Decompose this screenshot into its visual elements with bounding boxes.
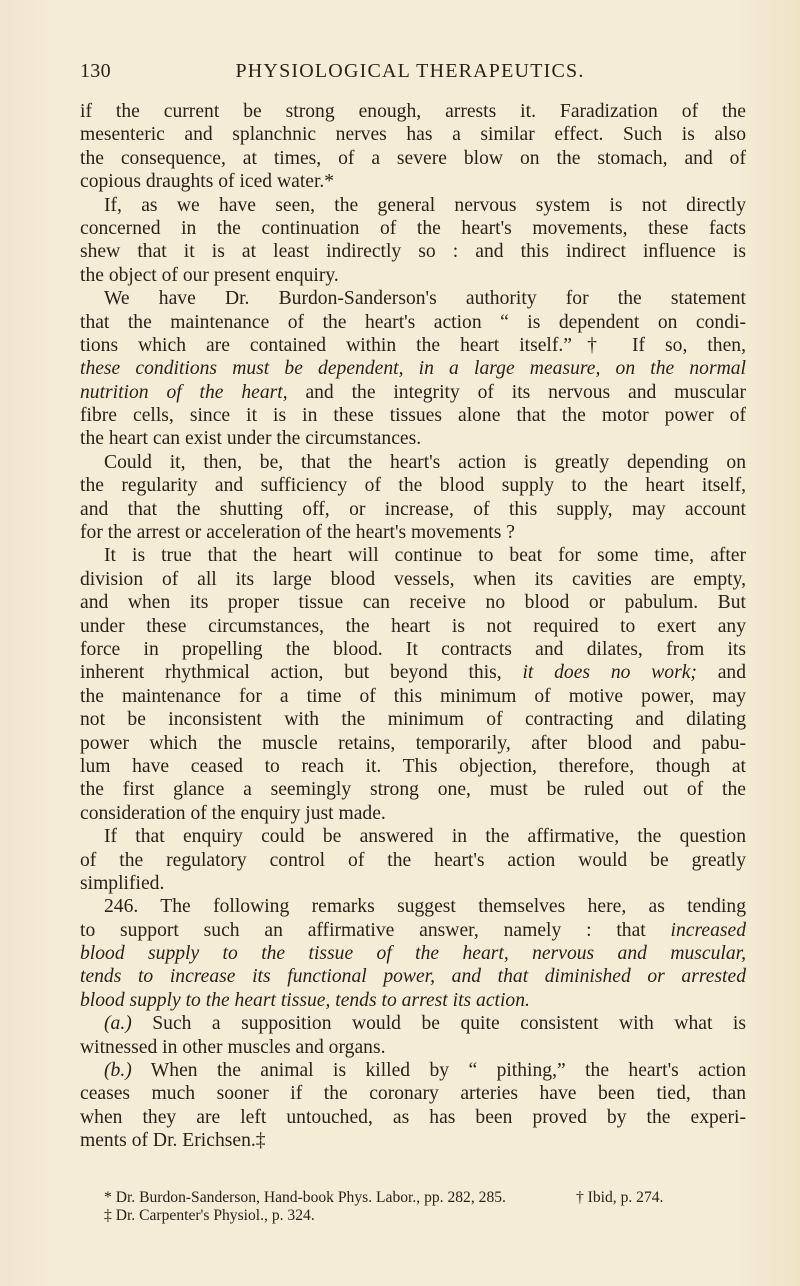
text-line: under these circumstances, the heart is not required to exert any <box>80 615 746 637</box>
text-line: shew that it is at least indirectly so : and this indirect influence is <box>80 241 746 263</box>
text-line: the heart can exist under the circumstances. <box>80 428 422 450</box>
paragraph-start-line: Could it, then, be, that the heart's action is greatly depending on <box>104 451 746 473</box>
text-line: mesenteric and splanchnic nerves has a similar effect. Such is also <box>80 124 746 146</box>
text-line: simplified. <box>80 872 165 894</box>
footnote-star: * Dr. Burdon-Sanderson, Hand-book Phys. Labor., pp. 282, 285. <box>104 1189 506 1206</box>
running-title: PHYSIOLOGICAL THERAPEUTICS. <box>235 60 585 82</box>
italic-phrase: increased <box>670 919 746 941</box>
italic-phrase: blood supply to the heart tissue, tends to arrest its action. <box>80 989 530 1011</box>
text-line: the regularity and sufficiency of the blood supply to the heart itself, <box>80 475 746 497</box>
text-line <box>80 919 746 942</box>
footnote-dagger: † Ibid, p. 274. <box>575 1189 664 1206</box>
italic-phrase: these conditions must be dependent, in a large measure, on the normal <box>80 358 746 380</box>
text-line: when they are left untouched, as has been proved by the experi- <box>80 1106 746 1128</box>
text-line: tions which are contained within the heart itself.”† If so, then, <box>80 334 746 356</box>
text-run: inherent rhythmical action, but beyond this, <box>80 662 523 684</box>
text-line: power which the muscle retains, temporarily, after blood and pabu- <box>80 732 746 754</box>
text-line: lum have ceased to reach it. This objection, therefore, though at <box>80 755 746 777</box>
text-line: and when its proper tissue can receive no blood or pabulum. But <box>80 592 746 614</box>
text-run: , and the integrity of its nervous and muscular <box>282 381 746 403</box>
paragraph-start-line <box>80 1059 746 1082</box>
footnotes <box>80 1189 746 1225</box>
text-line: the consequence, at times, of a severe blow on the stomach, and of <box>80 147 746 169</box>
text-run: to support such an affirmative answer, namely : that <box>80 919 671 941</box>
text-run: Such a supposition would be quite consistent with what is <box>131 1013 746 1035</box>
text-line: not be inconsistent with the minimum of contracting and dilating <box>80 709 746 731</box>
italic-marker: (a.) <box>104 1013 132 1035</box>
italic-marker: (b.) <box>104 1060 132 1082</box>
footnote-double-dagger: ‡ Dr. Carpenter's Physiol., p. 324. <box>104 1207 315 1224</box>
text-line: if the current be strong enough, arrests it. Faradization of the <box>80 101 746 122</box>
text-line: the object of our present enquiry. <box>80 264 339 286</box>
text-line: copious draughts of iced water.* <box>80 171 335 193</box>
footnote-line <box>80 1189 746 1207</box>
page-header <box>80 56 740 90</box>
text-line: division of all its large blood vessels, when its cavities are empty, <box>80 568 746 590</box>
text-line <box>80 989 746 1012</box>
italic-phrase: tends to increase its functional power, and that diminished or arrested <box>80 966 746 988</box>
text-line <box>80 942 746 965</box>
text-line: ceases much sooner if the coronary arteries have been tied, than <box>80 1083 746 1105</box>
italic-phrase: nutrition of the heart <box>80 381 283 403</box>
text-line <box>80 661 746 684</box>
paragraph-start-line: We have Dr. Burdon-Sanderson's authority for the statement <box>104 288 746 310</box>
italic-phrase: it does no work; <box>522 662 697 684</box>
text-line: concerned in the continuation of the heart's movements, these facts <box>80 217 746 239</box>
paragraph-start-line: It is true that the heart will continue to beat for some time, after <box>104 545 746 567</box>
text-line: consideration of the enquiry just made. <box>80 802 386 824</box>
text-line: witnessed in other muscles and organs. <box>80 1036 386 1058</box>
italic-phrase: blood supply to the tissue of the heart, nervous and muscular, <box>80 943 746 965</box>
text-line <box>80 357 746 380</box>
text-run: When the animal is killed by “ pithing,” the heart's action <box>131 1060 746 1082</box>
text-line: and that the shutting off, or increase, of this supply, may account <box>80 498 746 520</box>
text-line: force in propelling the blood. It contracts and dilates, from its <box>80 638 746 660</box>
section-246-line <box>80 895 746 918</box>
text-line: ments of Dr. Erichsen.‡ <box>80 1130 266 1152</box>
page-number: 130 <box>80 60 111 82</box>
text-line <box>80 965 746 988</box>
text-line <box>80 381 746 404</box>
text-line: the maintenance for a time of this minimum of motive power, may <box>80 685 746 707</box>
text-line: that the maintenance of the heart's action “ is dependent on condi- <box>80 311 746 333</box>
text-line: of the regulatory control of the heart's action would be greatly <box>80 849 746 871</box>
text-line: the first glance a seemingly strong one, must be ruled out of the <box>80 779 746 801</box>
paragraph-start-line <box>80 1012 746 1035</box>
paragraph-start-line: If that enquiry could be answered in the affirmative, the question <box>104 826 746 848</box>
body-text <box>80 100 746 1153</box>
text-line: for the arrest or acceleration of the heart's movements ? <box>80 522 515 544</box>
paragraph-start-line: If, as we have seen, the general nervous system is not directly <box>104 194 746 216</box>
text-run: and <box>696 662 746 684</box>
text-run: 246. The following remarks suggest themselves here, as tending <box>104 896 746 918</box>
text-line: fibre cells, since it is in these tissues alone that the motor power of <box>80 405 746 427</box>
